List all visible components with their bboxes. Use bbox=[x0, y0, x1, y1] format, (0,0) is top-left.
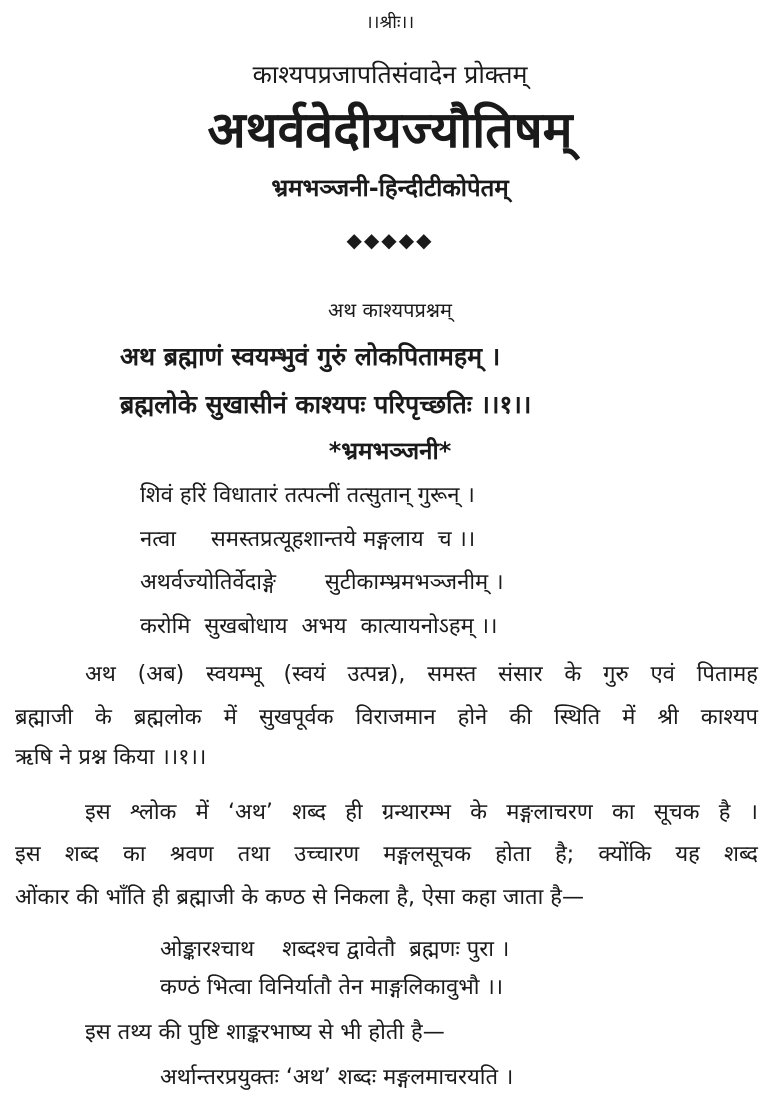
verse-line-2: ब्रह्मलोके सुखासीनं काश्यपः परिपृच्छतिः ।।१।। bbox=[120, 390, 532, 419]
commentary-verse-4: करोमि सुखबोधाय अभय कात्यायनोऽहम् ।। bbox=[140, 614, 498, 639]
subtitle: काश्यपप्रजापतिसंवादेन प्रोक्तम् bbox=[252, 60, 528, 89]
prose-line: इस श्लोक में ‘अथ’ शब्द ही ग्रन्थारम्भ के मङ्गलाचरण का सूचक है । bbox=[85, 800, 758, 825]
section-heading: अथ काश्यपप्रश्नम् bbox=[328, 298, 452, 322]
quote-verse-line-2: कण्ठं भित्वा विनिर्यातौ तेन माङ्गलिकावुभौ ।। bbox=[160, 975, 504, 1000]
prose-line: इस तथ्य की पुष्टि शाङ्करभाष्य से भी होती है— bbox=[85, 1020, 445, 1045]
commentary-heading: *भ्रमभञ्जनी* bbox=[328, 437, 452, 465]
ornament-diamonds: ◆◆◆◆◆ bbox=[346, 228, 434, 252]
commentary-verse-1: शिवं हरिं विधातारं तत्पत्नीं तत्सुतान् गुरून् । bbox=[140, 483, 475, 508]
quote-prose: अर्थान्तरप्रयुक्तः ‘अथ’ शब्दः मङ्गलमाचरयति । bbox=[160, 1065, 514, 1090]
commentary-verse-3: अथर्वज्योतिर्वेदाङ्गे सुटीकाम्भ्रमभञ्जनीम् । bbox=[140, 570, 504, 595]
quote-verse-line-1: ओङ्कारश्चाथ शब्दश्च द्वावेतौ ब्रह्मणः पुरा । bbox=[160, 937, 510, 962]
verse-line-1: अथ ब्रह्माणं स्वयम्भुवं गुरुं लोकपितामहम् । bbox=[120, 342, 501, 371]
page-title: अथर्ववेदीयज्यौतिषम् bbox=[207, 101, 573, 159]
prose-line: ऋषि ने प्रश्न किया ।।१।। bbox=[15, 745, 207, 770]
prose-line: ओंकार की भाँति ही ब्रह्माजी के कण्ठ से निकला है, ऐसा कहा जाता है— bbox=[15, 885, 584, 910]
commentary-verse-2: नत्वा समस्तप्रत्यूहशान्तये मङ्गलाय च ।। bbox=[140, 527, 476, 552]
prose-line: ब्रह्माजी के ब्रह्मलोक में सुखपूर्वक विराजमान होने की स्थिति में श्री काश्यप bbox=[15, 705, 758, 730]
prose-line: अथ (अब) स्वयम्भू (स्वयं उत्पन्न), समस्त संसार के गुरु एवं पितामह bbox=[85, 662, 758, 687]
commentary-title: भ्रमभञ्जनी-हिन्दीटीकोपेतम् bbox=[271, 174, 509, 202]
prose-line: इस शब्द का श्रवण तथा उच्चारण मङ्गलसूचक होता है; क्योंकि यह शब्द bbox=[15, 842, 758, 867]
invocation: ।।श्रीः।। bbox=[365, 12, 415, 33]
